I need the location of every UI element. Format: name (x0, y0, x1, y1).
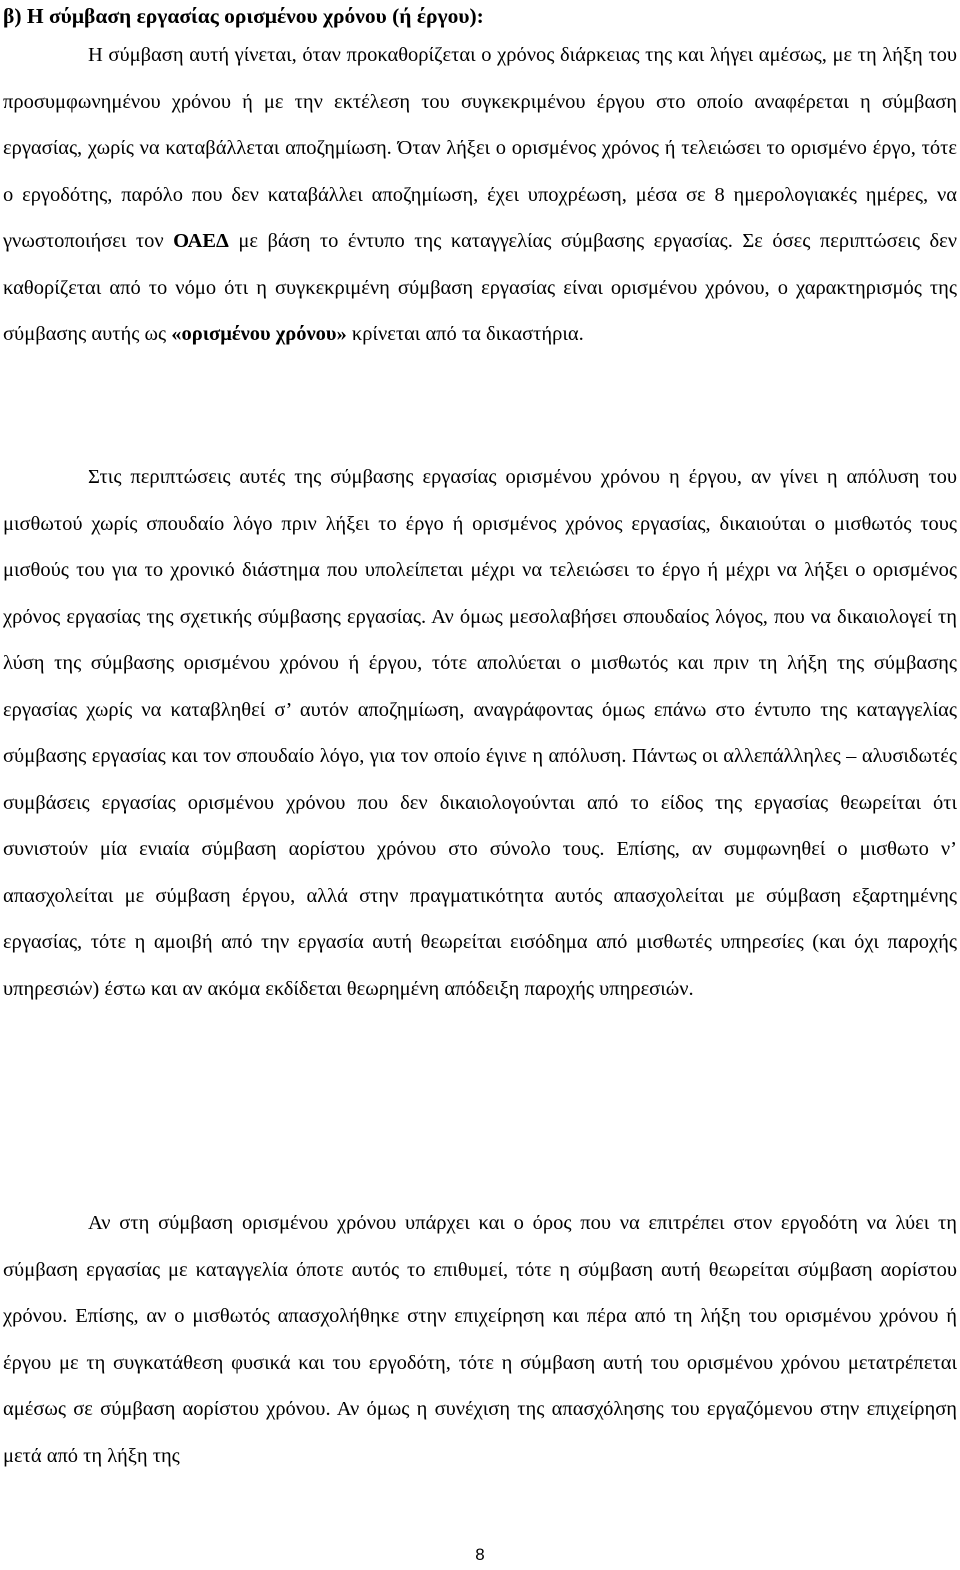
section-heading: β) Η σύμβαση εργασίας ορισμένου χρόνου (ή έργου): (3, 4, 484, 28)
paragraph-3: Αν στη σύμβαση ορισμένου χρόνου υπάρχει και ο όρος που να επιτρέπει στον εργοδότη να λύει τη σύμβαση εργασίας με καταγγελία όποτε αυτός το επιθυμεί, τότε η σύμβαση αυτή θεωρείται σύμβαση αορίστου χρόνου. Επίσης, αν ο μισθωτός απασχολήθηκε στην επιχείρηση και πέρα από τη λήξη του ορισμένου χρόνου ή έργου με τη συγκατάθεση φυσικά και του εργοδότη, τότε η σύμβαση αυτή του ορισμένου χρόνου μετατρέπεται αμέσως σε σύμβαση αορίστου χρόνου. Αν όμως η συνέχιση της απασχόλησης του εργαζόμενου στην επιχείρηση μετά από τη λήξη της (3, 1212, 957, 1467)
oaed-bold: ΟΑΕΔ (173, 230, 229, 252)
paragraph-1-text-c: κρίνεται από τα δικαστήρια. (351, 323, 584, 345)
paragraph-2: Στις περιπτώσεις αυτές της σύμβασης εργασίας ορισμένου χρόνου η έργου, αν γίνει η απόλυση του μισθωτού χωρίς σπουδαίο λόγο πριν λήξει το έργο ή ορισμένος χρόνος εργασίας, δικαιούται ο μισθωτός τους μισθούς του για το χρονικό διάστημα που υπολείπεται μέχρι να τελειώσει το έργο ή μέχρι να λήξει ο ορισμένος χρόνος εργασίας της σχετικής σύμβασης εργασίας. Αν όμως μεσολαβήσει σπουδαίος λόγος, που να δικαιολογεί τη λύση της σύμβασης ορισμένου χρόνου ή έργου, τότε απολύεται ο μισθωτός και πριν τη λήξη της σύμβασης εργασίας χωρίς να καταβληθεί σ’ αυτόν αποζημίωση, αναγράφοντας όμως επάνω στο έντυπο της καταγγελίας σύμβασης εργασίας και τον σπουδαίο λόγο, για τον οποίο έγινε η απόλυση. Πάντως οι αλλεπάλληλες – αλυσιδωτές συμβάσεις εργασίας ορισμένου χρόνου που δεν δικαιολογούνται από το είδος της εργασίας θεωρείται ότι συνιστούν μία ενιαία σύμβαση αορίστου χρόνου στο σύνολο τους. Επίσης, αν συμφωνηθεί ο μισθωτο ν’ απασχολείται με σύμβαση έργου, αλλά στην πραγματικότητα αυτός απασχολείται με σύμβαση εξαρτημένης εργασίας, τότε η αμοιβή από την εργασία αυτή θεωρείται εισόδημα από μισθωτές υπηρεσίες (και όχι παροχής υπηρεσιών) έστω και αν ακόμα εκδίδεται θεωρημένη απόδειξη παροχής υπηρεσιών. (3, 466, 957, 1000)
page-number: 8 (475, 1545, 485, 1564)
paragraph-1 (3, 32, 957, 358)
fixed-term-bold: «ορισμένου χρόνου» (171, 323, 347, 345)
paragraph-1-text-a: Η σύμβαση αυτή γίνεται, όταν προκαθορίζεται ο χρόνος διάρκειας της και λήγει αμέσως, με τη λήξη του προσυμφωνημένου χρόνου ή με την εκτέλεση του συγκεκριμένου έργου στο οποίο αναφέρεται η σύμβαση εργασίας, χωρίς να καταβάλλεται αποζημίωση. Όταν λήξει ο ορισμένος χρόνος ή τελειώσει το ορισμένο έργο, τότε ο εργοδότης, παρόλο που δεν καταβάλλει αποζημίωση, έχει υποχρέωση, μέσα σε 8 ημερολογιακές ημέρες, να γνωστοποιήσει τον (3, 44, 957, 252)
paragraph-1-text-b: με βάση το έντυπο της καταγγελίας σύμβασης εργασίας. Σε όσες περιπτώσεις δεν καθορίζεται από το νόμο ότι η συγκεκριμένη σύμβαση εργασίας είναι ορισμένου χρόνου, ο χαρακτηρισμός της σύμβασης αυτής ως (3, 230, 957, 345)
